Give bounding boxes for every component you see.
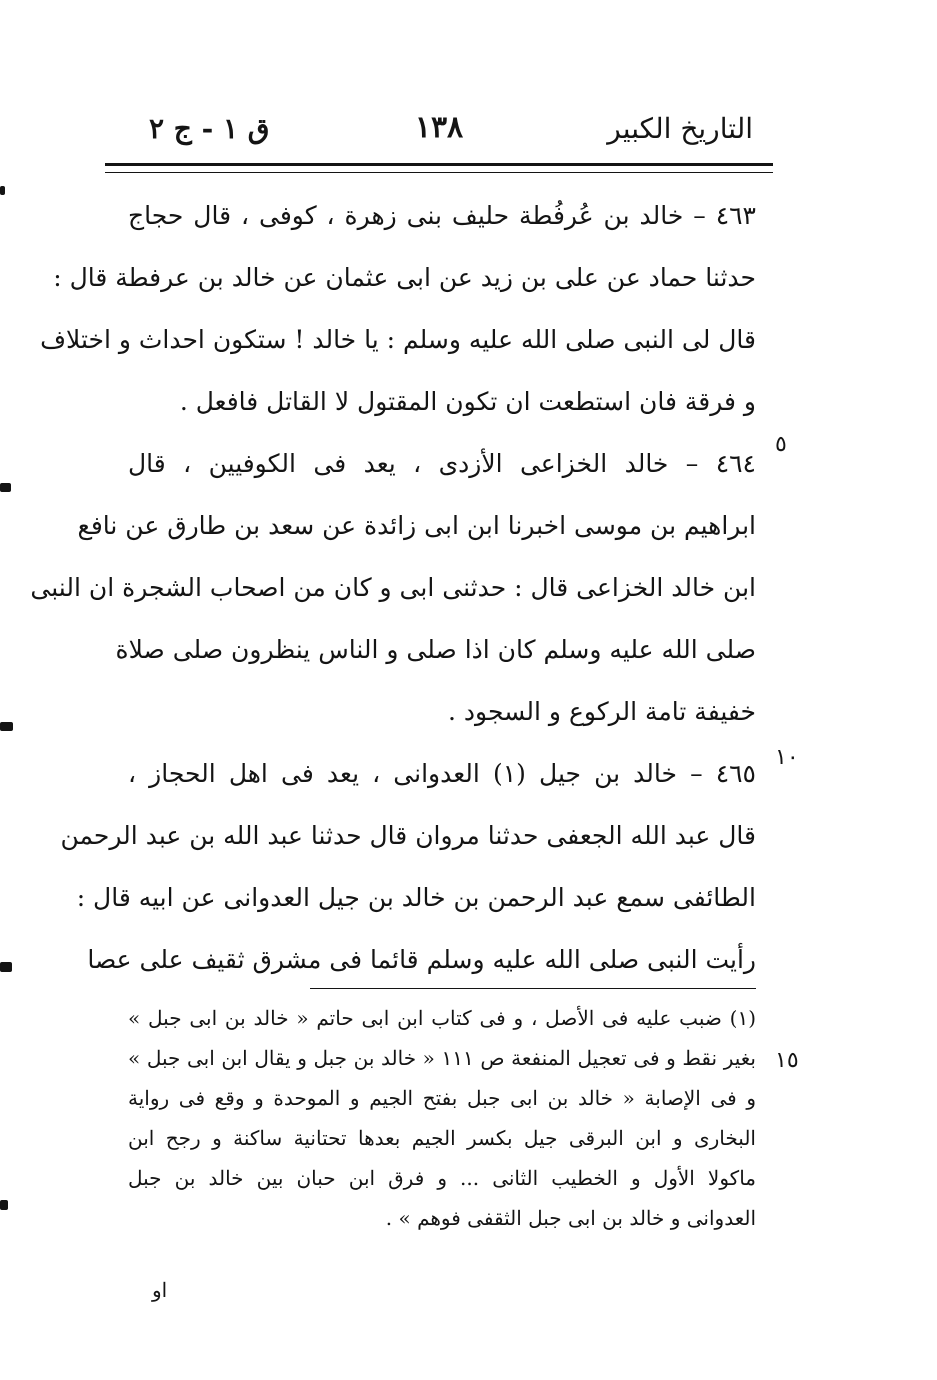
scan-mark <box>0 722 13 731</box>
footnote-line: (١) ضبب عليه فى الأصل ، و فى كتاب ابن ابى حاتم « خالد بن ابى جبل » <box>128 1006 756 1030</box>
entry-464 <box>30 433 756 743</box>
footnote <box>128 998 756 1238</box>
running-header <box>105 108 773 158</box>
footnote-line: العدوانى و خالد بن ابى جبل الثقفى فوهم » . <box>385 1206 756 1230</box>
margin-line-number: ١٥ <box>775 1048 799 1073</box>
scan-mark <box>0 1200 8 1210</box>
page-number: ١٣٨ <box>414 110 464 145</box>
text-line: رأيت النبى صلى الله عليه وسلم قائما فى مشرق ثقيف على عصا <box>87 945 756 974</box>
text-line: حدثنا حماد عن على بن زيد عن ابى عثمان عن خالد بن عرفطة قال : <box>53 263 756 292</box>
scan-mark <box>0 186 5 195</box>
text-line: صلى الله عليه وسلم كان اذا صلى و الناس ينظرون صلى صلاة <box>115 635 756 664</box>
footnote-line: البخارى و ابن البرقى جيل بكسر الجيم بعدها تحتانية ساكنة و رجح ابن <box>128 1126 756 1150</box>
text-line: ٤٦٤ – خالد الخزاعى الأزدى ، يعد فى الكوفيين ، قال <box>128 449 756 478</box>
margin-line-number: ١٠ <box>775 745 799 770</box>
text-line: الطائفى سمع عبد الرحمن بن خالد بن جيل العدوانى عن ابيه قال : <box>76 883 756 912</box>
header-rule-thick <box>105 163 773 166</box>
entry-465 <box>60 743 756 991</box>
main-text <box>30 185 756 991</box>
scan-mark <box>0 962 12 972</box>
text-line: خفيفة تامة الركوع و السجود . <box>448 697 756 726</box>
text-line: ٤٦٣ – خالد بن عُرفُطة حليف بنى زهرة ، كوفى ، قال حجاج <box>128 201 756 230</box>
footnote-line: بغير نقط و فى تعجيل المنفعة ص ١١١ « خالد بن جبل و يقال ابن ابى جبل » <box>128 1046 756 1070</box>
header-rule-thin <box>105 172 773 173</box>
text-line: و فرقة فان استطعت ان تكون المقتول لا القاتل فافعل . <box>179 387 756 416</box>
text-line: قال لى النبى صلى الله عليه وسلم : يا خالد ! ستكون احداث و اختلاف <box>40 325 756 354</box>
footnote-line: ماكولا الأول و الخطيب الثانى ... و فرق ابن حبان بين خالد بن جبل <box>128 1166 756 1190</box>
text-line: ابراهيم بن موسى اخبرنا ابن ابى زائدة عن سعد بن طارق عن نافع <box>77 511 756 540</box>
footnote-rule <box>310 988 756 989</box>
text-line: قال عبد الله الجعفى حدثنا مروان قال حدثنا عبد الله بن عبد الرحمن <box>60 821 756 850</box>
margin-line-number: ٥ <box>775 432 787 457</box>
text-line: ابن خالد الخزاعى قال : حدثنى ابى و كان من اصحاب الشجرة ان النبى <box>30 573 756 602</box>
footnote-line: و فى الإصابة « خالد بن ابى جبل بفتح الجيم و الموحدة و وقع فى رواية <box>128 1086 756 1110</box>
scan-mark <box>0 483 11 492</box>
text-line: ٤٦٥ – خالد بن جيل (١) العدوانى ، يعد فى اهل الحجاز ، <box>128 759 756 788</box>
volume-label: ق ١ - ج ٢ <box>149 112 270 145</box>
book-title: التاريخ الكبير <box>607 112 753 145</box>
entry-463 <box>40 185 756 433</box>
catchword: او <box>152 1278 168 1302</box>
